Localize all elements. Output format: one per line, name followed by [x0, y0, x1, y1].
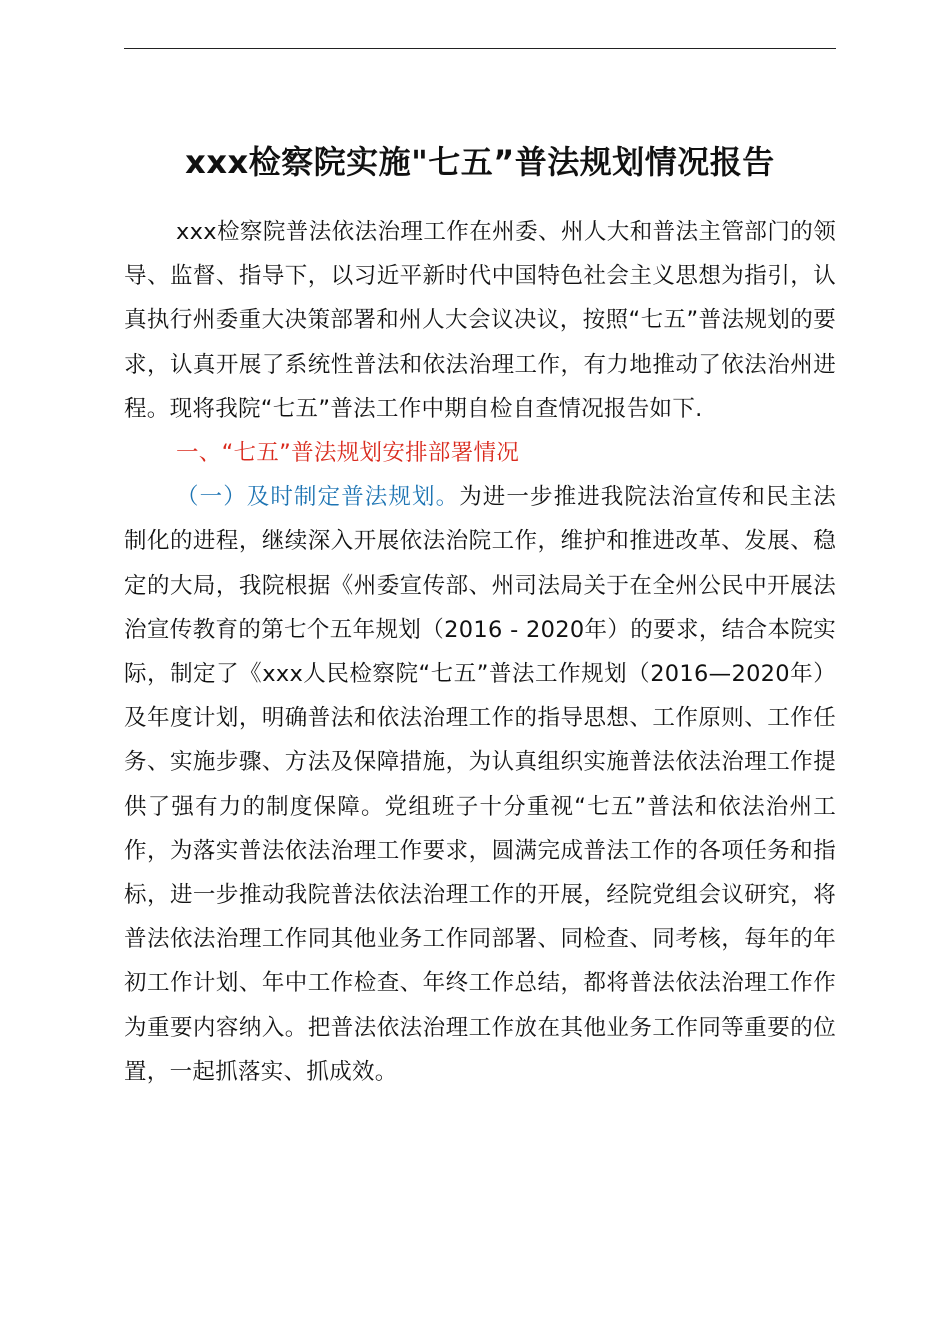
document-title: xxx检察院实施"七五”普法规划情况报告	[185, 143, 775, 181]
header-rule	[124, 48, 836, 49]
subsection-paragraph-1	[124, 475, 836, 1094]
subsection-heading-1: （一）及时制定普法规划。	[176, 484, 460, 511]
document-body	[124, 210, 836, 1094]
intro-paragraph: xxx检察院普法依法治理工作在州委、州人大和普法主管部门的领导、监督、指导下，以习近平新时代中国特色社会主义思想为指引，认真执行州委重大决策部署和州人大会议决议，按照“七五”普法规划的要求，认真开展了系统性普法和依法治理工作，有力地推动了依法治州进程。现将我院“七五”普法工作中期自检自查情况报告如下.	[124, 219, 836, 422]
subsection-text-1: 为进一步推进我院法治宣传和民主法制化的进程，继续深入开展依法治院工作，维护和推进改革、发展、稳定的大局，我院根据《州委宣传部、州司法局关于在全州公民中开展法治宣传教育的第七个五年规划（2016 - 2020年）的要求，结合本院实际，制定了《xxx人民检察院“七五”普法工作规划（2016—2020年）及年度计划，明确普法和依法治理工作的指导思想、工作原则、工作任务、实施步骤、方法及保障措施，为认真组织实施普法依法治理工作提供了强有力的制度保障。党组班子十分重视“七五”普法和依法治州工作，为落实普法依法治理工作要求，圆满完成普法工作的各项任务和指标，进一步推动我院普法依法治理工作的开展，经院党组会议研究，将普法依法治理工作同其他业务工作同部署、同检查、同考核，每年的年初工作计划、年中工作检查、年终工作总结，都将普法依法治理工作作为重要内容纳入。把普法依法治理工作放在其他业务工作同等重要的位置，一起抓落实、抓成效。	[124, 484, 836, 1085]
section-heading-1: 一、“七五”普法规划安排部署情况	[176, 440, 520, 467]
